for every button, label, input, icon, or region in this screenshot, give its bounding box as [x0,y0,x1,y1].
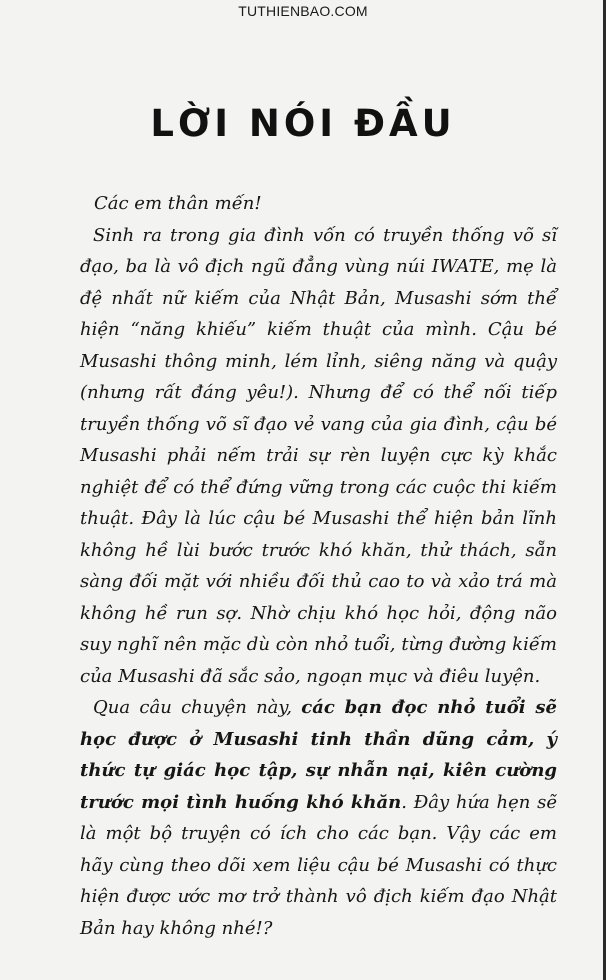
site-header: TUTHIENBAO.COM [238,3,368,19]
page-title: LỜI NÓI ĐẦU [150,102,456,145]
paragraph-2-emphasis: các bạn đọc nhỏ tuổi sẽ học được ở Musashi tinh thần dũng cảm, ý thức tự giác học tập, sự nhẫn nại, kiên cường trước mọi tình huống khó khăn [80,697,557,813]
greeting: Các em thân mến! [94,193,262,214]
body-text [80,188,557,944]
paragraph-1: Sinh ra trong gia đình vốn có truyền thống võ sĩ đạo, ba là vô địch ngũ đẳng vùng núi IWATE, mẹ là đệ nhất nữ kiếm của Nhật Bản, Musashi sớm thể hiện “năng khiếu” kiếm thuật của mình. Cậu bé Musashi thông minh, lém lỉnh, siêng năng và quậy (nhưng rất đáng yêu!). Nhưng để có thể nối tiếp truyền thống võ sĩ đạo vẻ vang của gia đình, cậu bé Musashi phải nếm trải sự rèn luyện cực kỳ khắc nghiệt để có thể đứng vững trong các cuộc thi kiếm thuật. Đây là lúc cậu bé Musashi thể hiện bản lĩnh không hề lùi bước trước khó khăn, thử thách, sẵn sàng đối mặt với nhiều đối thủ cao to và xảo trá mà không hề run sợ. Nhờ chịu khó học hỏi, động não suy nghĩ nên mặc dù còn nhỏ tuổi, từng đường kiếm của Musashi đã sắc sảo, ngoạn mục và điêu luyện. [80,224,557,687]
paragraph-2 [80,692,557,944]
paragraph-2-rest: . Đây hứa hẹn sẽ là một bộ truyện có ích cho các bạn. Vậy các em hãy cùng theo dõi xem liệu cậu bé Musashi có thực hiện được ước mơ trở thành vô địch kiếm đạo Nhật Bản hay không nhé!? [80,791,557,939]
paragraph-2-intro: Qua câu chuyện này, [93,697,302,718]
